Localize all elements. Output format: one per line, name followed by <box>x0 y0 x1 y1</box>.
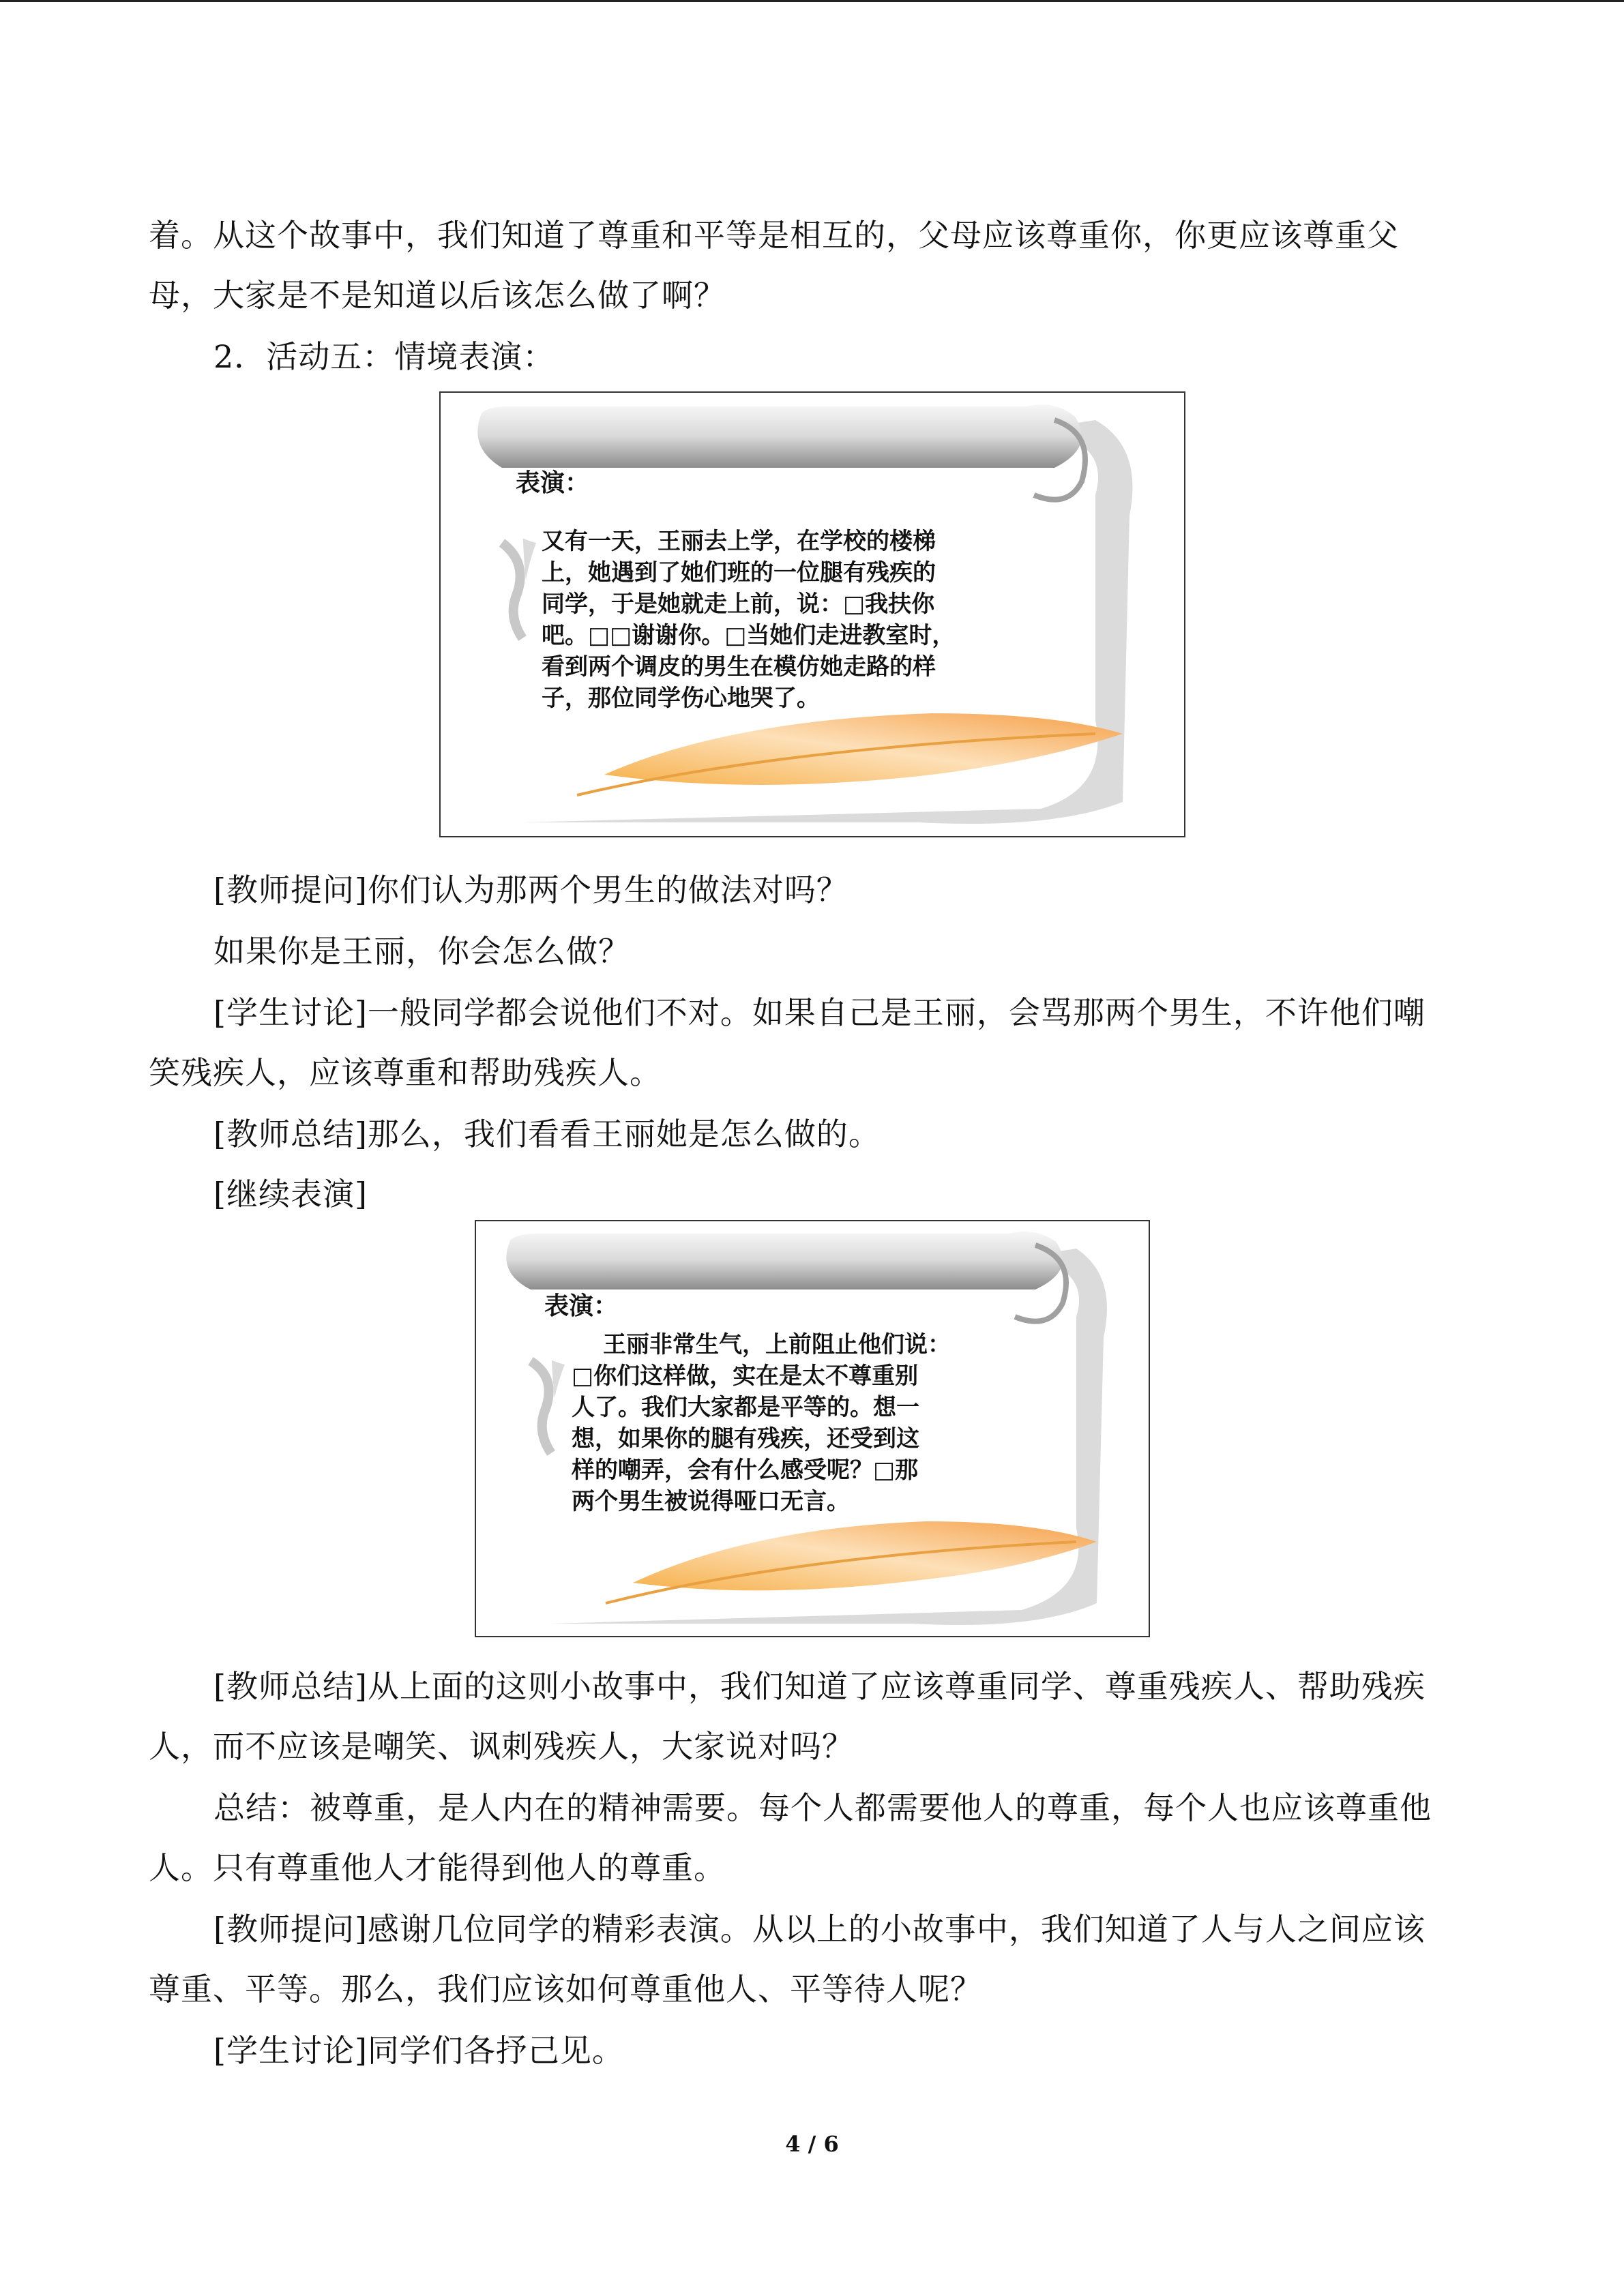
figure1-line-5: 看到两个调皮的男生在模仿她走路的样 <box>542 653 936 681</box>
figure2-line-5: 样的嘲弄，会有什么感受呢？□那 <box>572 1457 919 1484</box>
figure1-title: 表演： <box>516 469 590 497</box>
figure2-line-3: 人了。我们大家都是平等的。想一 <box>572 1394 919 1421</box>
page-number: 4 / 6 <box>785 2131 839 2157</box>
figure1-line-6: 子，那位同学伤心地哭了。 <box>542 685 820 712</box>
paragraph-p1-line1: 着。从这个故事中，我们知道了尊重和平等是相互的，父母应该尊重你，你更应该尊重父 <box>149 217 1399 254</box>
paragraph-teacher-question-1: [教师提问]你们认为那两个男生的做法对吗？ <box>213 871 848 908</box>
figure1-line-2: 上，她遇到了她们班的一位腿有残疾的 <box>542 559 936 586</box>
paragraph-continue-performance: [继续表演] <box>213 1176 368 1212</box>
figure1-line-1: 又有一天，王丽去上学，在学校的楼梯 <box>542 528 936 555</box>
paragraph-student-discussion-2: [学生讨论]同学们各抒己见。 <box>213 2032 624 2069</box>
paragraph-conclusion-line2: 人。只有尊重他人才能得到他人的尊重。 <box>149 1849 726 1886</box>
scroll-figure-2 <box>475 1220 1150 1637</box>
paragraph-teacher-summary-2-line1: [教师总结]从上面的这则小故事中，我们知道了应该尊重同学、尊重残疾人、帮助残疾 <box>213 1668 1426 1705</box>
paragraph-teacher-summary-2-line2: 人，而不应该是嘲笑、讽刺残疾人，大家说对吗？ <box>149 1728 854 1765</box>
paragraph-teacher-question-2-line1: [教师提问]感谢几位同学的精彩表演。从以上的小故事中，我们知道了人与人之间应该 <box>213 1911 1426 1948</box>
top-border-line <box>0 0 1624 2</box>
figure1-line-3: 同学，于是她就走上前，说：□我扶你 <box>542 591 935 618</box>
figure2-line-1: 王丽非常生气，上前阻止他们说： <box>603 1331 951 1358</box>
paragraph-p1-line2: 母，大家是不是知道以后该怎么做了啊？ <box>149 277 726 314</box>
figure2-line-4: 想，如果你的腿有残疾，还受到这 <box>572 1425 919 1452</box>
paragraph-if-you-were: 如果你是王丽，你会怎么做？ <box>213 933 630 970</box>
figure2-line-6: 两个男生被说得哑口无言。 <box>572 1488 850 1515</box>
paragraph-student-discussion-line2: 笑残疾人，应该尊重和帮助残疾人。 <box>149 1054 662 1091</box>
scroll-figure-1 <box>439 391 1185 837</box>
paragraph-conclusion-line1: 总结：被尊重，是人内在的精神需要。每个人都需要他人的尊重，每个人也应该尊重他 <box>213 1789 1432 1826</box>
paragraph-activity-five: 2．活动五：情境表演： <box>213 338 555 375</box>
paragraph-student-discussion-line1: [学生讨论]一般同学都会说他们不对。如果自己是王丽，会骂那两个男生，不许他们嘲 <box>213 994 1426 1031</box>
figure1-line-4: 吧。□□谢谢你。□当她们走进教室时， <box>542 622 956 649</box>
paragraph-teacher-question-2-line2: 尊重、平等。那么，我们应该如何尊重他人、平等待人呢？ <box>149 1971 982 2008</box>
figure2-line-2: □你们这样做，实在是太不尊重别 <box>572 1362 919 1390</box>
figure2-title: 表演： <box>544 1292 619 1320</box>
paragraph-teacher-summary-1: [教师总结]那么，我们看看王丽她是怎么做的。 <box>213 1116 881 1152</box>
